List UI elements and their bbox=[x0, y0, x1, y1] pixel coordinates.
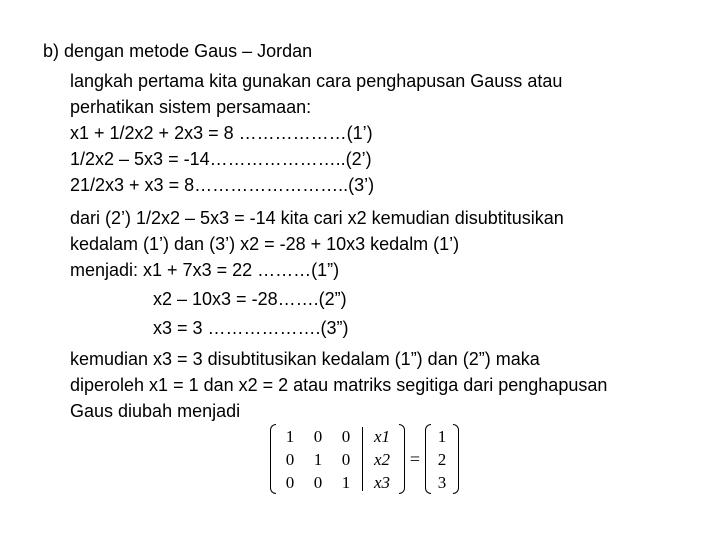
coefficient-matrix bbox=[276, 426, 360, 493]
constant-cell: 3 bbox=[437, 472, 447, 492]
variable-cell: x3 bbox=[373, 472, 391, 492]
variable-cell: x1 bbox=[373, 426, 391, 446]
matrix-cell: 0 bbox=[313, 426, 323, 446]
text-line: langkah pertama kita gunakan cara penghapusan Gauss atau bbox=[70, 71, 563, 91]
text-line: kemudian x3 = 3 disubtitusikan kedalam (1”) dan (2”) maka bbox=[70, 349, 540, 369]
variable-cell: x2 bbox=[373, 449, 391, 469]
constant-cell: 1 bbox=[437, 426, 447, 446]
matrix-cell: 0 bbox=[313, 472, 323, 492]
matrix-cell: 1 bbox=[313, 449, 323, 469]
matrix-cell: 0 bbox=[341, 449, 351, 469]
matrix-cell: 0 bbox=[285, 449, 295, 469]
equals-sign: = bbox=[409, 448, 421, 469]
matrix-cell: 0 bbox=[341, 426, 351, 446]
equation-line: x3 = 3 ……………….(3”) bbox=[153, 318, 349, 338]
section-heading: b) dengan metode Gaus – Jordan bbox=[43, 41, 313, 61]
equation-line: x2 – 10x3 = -28…….(2”) bbox=[153, 289, 347, 309]
text-line: Gaus diubah menjadi bbox=[70, 401, 241, 421]
matrix-cell: 1 bbox=[285, 426, 295, 446]
equation-line: x1 + 1/2x2 + 2x3 = 8 ………………(1’) bbox=[70, 123, 373, 143]
text-line: kedalam (1’) dan (3’) x2 = -28 + 10x3 kedalm (1’) bbox=[70, 234, 460, 254]
constant-vector bbox=[431, 426, 453, 493]
matrix-equation bbox=[270, 423, 459, 495]
equation-line: 21/2x3 + x3 = 8……………………..(3’) bbox=[70, 175, 375, 195]
constant-cell: 2 bbox=[437, 449, 447, 469]
text-line: dari (2’) 1/2x2 – 5x3 = -14 kita cari x2 kemudian disubtitusikan bbox=[70, 208, 564, 228]
text-line: perhatikan sistem persamaan: bbox=[70, 97, 312, 117]
right-bracket bbox=[453, 424, 459, 494]
equation-line: menjadi: x1 + 7x3 = 22 ………(1”) bbox=[70, 260, 340, 280]
matrix-cell: 1 bbox=[341, 472, 351, 492]
text-line: diperoleh x1 = 1 dan x2 = 2 atau matriks segitiga dari penghapusan bbox=[70, 375, 608, 395]
variable-column bbox=[365, 426, 399, 493]
matrix-cell: 0 bbox=[285, 472, 295, 492]
augment-divider bbox=[362, 427, 363, 491]
equation-line: 1/2x2 – 5x3 = -14…………………..(2’) bbox=[70, 149, 372, 169]
